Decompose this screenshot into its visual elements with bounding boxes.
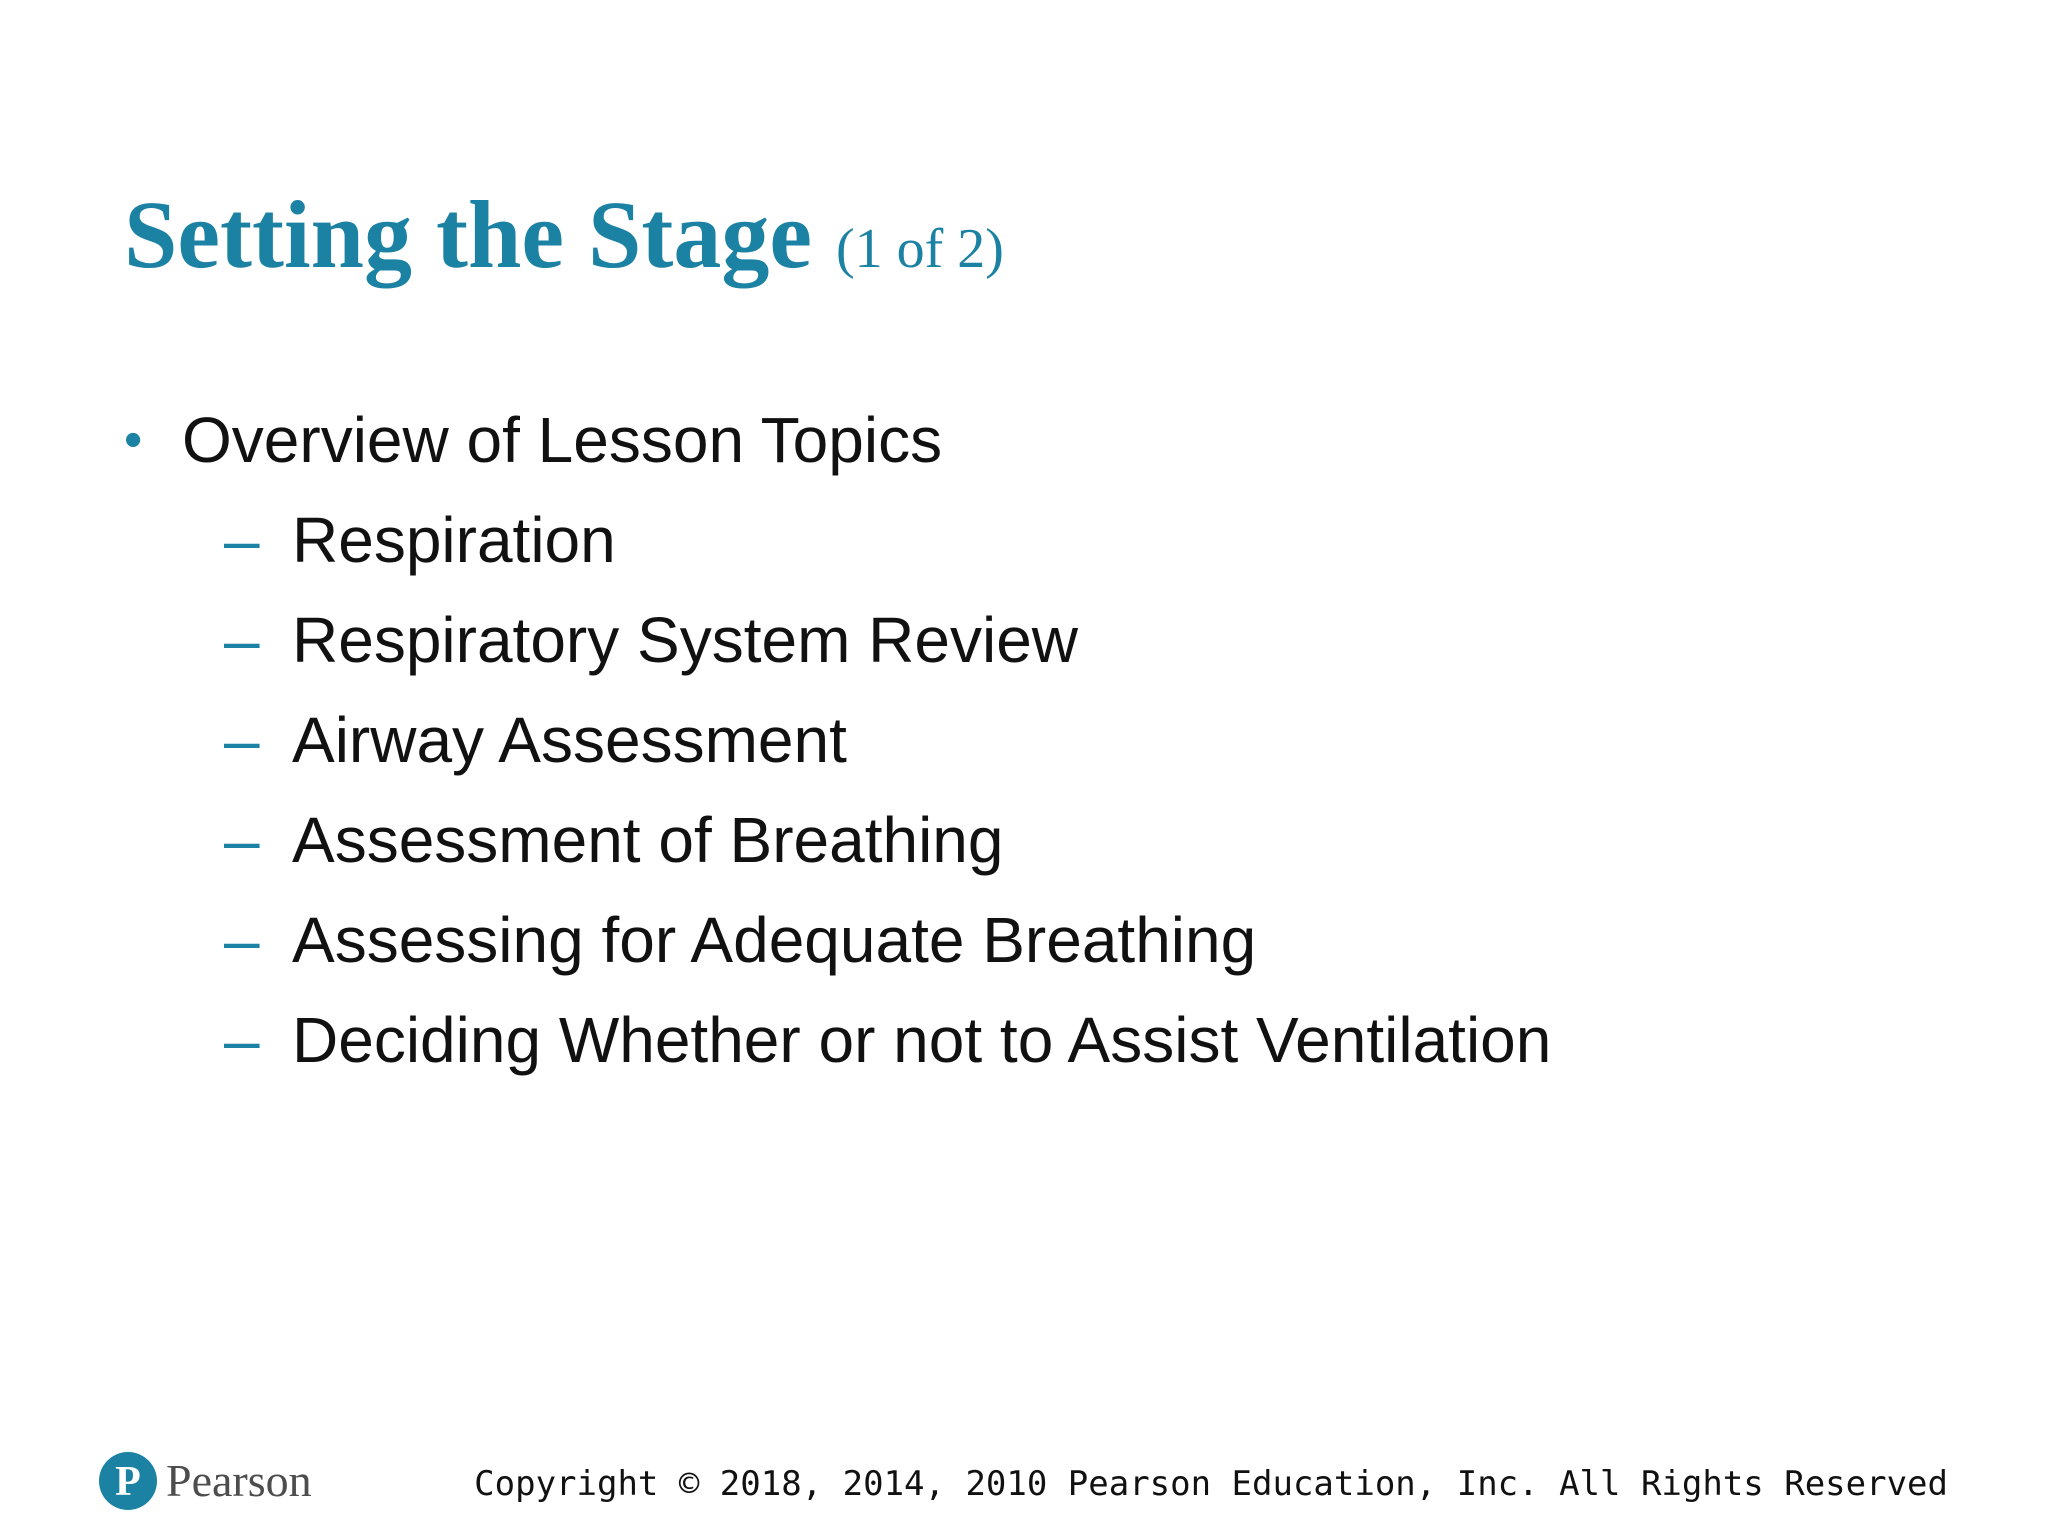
sub-bullet-marker: – (224, 904, 260, 976)
sub-bullet-marker: – (224, 704, 260, 776)
copyright-notice: Copyright © 2018, 2014, 2010 Pearson Education, Inc. All Rights Reserved (474, 1464, 1948, 1504)
sub-bullet-text: Airway Assessment (292, 704, 847, 776)
bullet-list (124, 390, 1551, 1090)
sub-bullet-text: Assessment of Breathing (292, 804, 1004, 876)
sub-bullet-text: Respiration (292, 504, 616, 576)
sub-bullet-list (124, 490, 1551, 1090)
bullet-item (124, 390, 1551, 490)
sub-bullet-container (124, 490, 1551, 1090)
sub-bullet-item (124, 490, 1551, 590)
sub-bullet-marker: – (224, 1004, 260, 1076)
sub-bullet-item (124, 790, 1551, 890)
sub-bullet-marker: – (224, 604, 260, 676)
slide-title (124, 180, 1004, 304)
slide-title-suffix: (1 of 2) (835, 218, 1004, 280)
bullet-text: Overview of Lesson Topics (182, 404, 943, 476)
logo-letter: P (115, 1459, 141, 1505)
slide-title-main: Setting the Stage (124, 181, 812, 288)
sub-bullet-item (124, 590, 1551, 690)
sub-bullet-item (124, 990, 1551, 1090)
sub-bullet-text: Respiratory System Review (292, 604, 1078, 676)
pearson-logo (98, 1448, 312, 1514)
bullet-marker: • (124, 411, 143, 469)
sub-bullet-marker: – (224, 804, 260, 876)
sub-bullet-marker: – (224, 504, 260, 576)
sub-bullet-text: Assessing for Adequate Breathing (292, 904, 1257, 976)
sub-bullet-item (124, 690, 1551, 790)
sub-bullet-text: Deciding Whether or not to Assist Ventilation (292, 1004, 1552, 1076)
pearson-logo-icon (98, 1451, 158, 1511)
logo-wordmark: Pearson (166, 1455, 312, 1506)
sub-bullet-item (124, 890, 1551, 990)
